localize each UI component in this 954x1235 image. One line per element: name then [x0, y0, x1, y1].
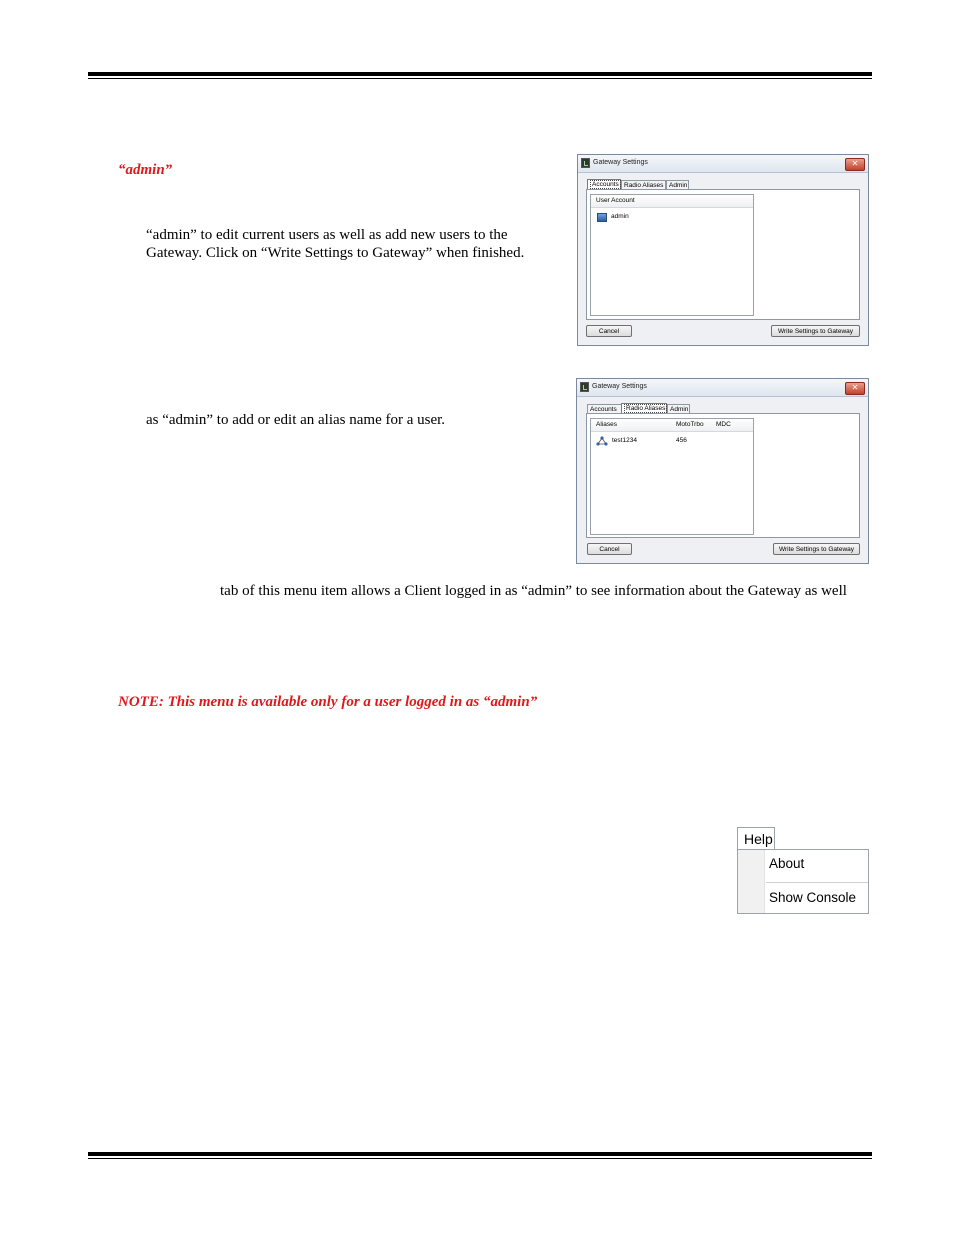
menu-item-about[interactable]: About	[769, 856, 805, 871]
help-menu	[737, 827, 869, 914]
radio-aliases-list[interactable]	[590, 418, 754, 535]
gateway-settings-dialog-accounts	[577, 154, 869, 346]
help-menu-dropdown	[737, 849, 869, 914]
menu-item-show-console[interactable]: Show Console	[769, 890, 857, 905]
user-account-list[interactable]	[590, 194, 754, 316]
help-menu-header[interactable]: Help	[737, 827, 775, 850]
tab-radio-aliases[interactable]: Radio Aliases	[621, 403, 667, 414]
list-header	[591, 195, 753, 208]
admin-tab-paragraph-line1: tab of this menu item allows a Client logged in as “admin” to see information about the Gateway as well	[220, 583, 847, 599]
tab-accounts[interactable]: Accounts	[587, 404, 622, 414]
close-button[interactable]: ✕	[845, 382, 865, 395]
gateway-settings-dialog-aliases	[576, 378, 869, 564]
accounts-paragraph-line1: “admin” to edit current users as well as add new users to the	[146, 227, 508, 243]
admin-section-label: “admin”	[118, 162, 173, 178]
dialog-title: Gateway Settings	[593, 159, 648, 166]
column-header-aliases: Aliases	[596, 421, 617, 428]
header-rule	[88, 72, 872, 76]
tab-panel	[586, 413, 860, 538]
admin-only-note: NOTE: This menu is available only for a user logged in as “admin”	[118, 694, 538, 710]
header-rule-thin	[88, 78, 872, 79]
aliases-paragraph-line1: as “admin” to add or edit an alias name for a user.	[146, 412, 446, 428]
footer-rule-thin	[88, 1158, 872, 1159]
network-node-icon	[596, 436, 608, 446]
tab-radio-aliases[interactable]: Radio Aliases	[621, 180, 666, 190]
tab-accounts[interactable]: Accounts	[587, 179, 621, 190]
close-button[interactable]: ✕	[845, 158, 865, 171]
dialog-title-bar[interactable]	[577, 379, 868, 397]
list-header	[591, 419, 753, 432]
user-monitor-icon	[597, 213, 607, 222]
footer-rule	[88, 1152, 872, 1156]
app-icon	[581, 158, 590, 168]
tab-admin[interactable]: Admin	[667, 404, 690, 414]
dialog-title: Gateway Settings	[592, 383, 647, 390]
column-header-mdc: MDC	[716, 421, 731, 428]
list-item-user[interactable]: admin	[611, 213, 629, 220]
alias-cell[interactable]: test1234	[612, 437, 637, 444]
write-settings-button[interactable]: Write Settings to Gateway	[771, 325, 860, 337]
accounts-paragraph-line2: Gateway. Click on “Write Settings to Gateway” when finished.	[146, 245, 525, 261]
column-header-mototrbo: MotoTrbo	[676, 421, 704, 428]
menu-icon-gutter	[738, 850, 765, 913]
write-settings-button[interactable]: Write Settings to Gateway	[773, 543, 860, 555]
menu-separator-highlight	[766, 883, 868, 884]
cancel-button[interactable]: Cancel	[586, 325, 632, 337]
column-header-user-account: User Account	[596, 197, 635, 204]
tab-panel	[586, 189, 860, 320]
dialog-title-bar[interactable]	[578, 155, 868, 173]
cancel-button[interactable]: Cancel	[587, 543, 632, 555]
mototrbo-cell[interactable]: 456	[676, 437, 687, 444]
tab-admin[interactable]: Admin	[666, 180, 689, 190]
app-icon	[580, 382, 589, 392]
